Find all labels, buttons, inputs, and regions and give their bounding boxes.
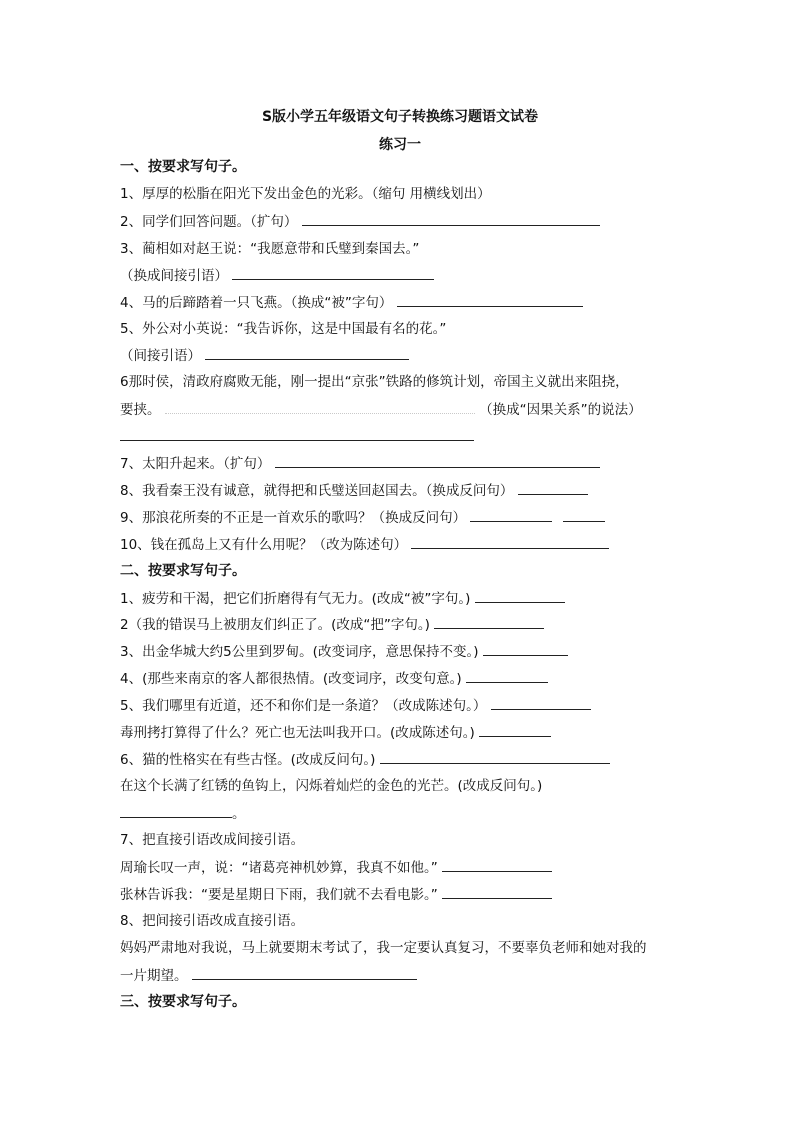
s1-question-9 — [120, 508, 605, 527]
answer-blank[interactable] — [479, 723, 551, 737]
answer-blank[interactable] — [475, 589, 565, 603]
s2-q7a-text: 周瑜长叹一声，说：“诸葛亮神机妙算，我真不如他。” — [120, 860, 438, 876]
s1-q2-text: 2、同学们回答问题。（扩句） — [120, 214, 298, 230]
s2-question-7a — [120, 858, 552, 877]
s2-q6-text: 6、猫的性格实在有些古怪。(改成反问句。) — [120, 752, 376, 768]
s1-question-10 — [120, 535, 609, 554]
s1-question-3 — [120, 240, 419, 258]
s2-q7b-text: 张林告诉我：“要是星期日下雨，我们就不去看电影。” — [120, 887, 438, 903]
page-subtitle: 练习一 — [379, 137, 421, 153]
s1-q7-text: 7、太阳升起来。（扩句） — [120, 456, 271, 472]
s2-q1-text: 1、疲劳和干渴，把它们折磨得有气无力。(改成“被”字句。) — [120, 591, 471, 607]
s1-q3-text: 3、蔺相如对赵王说：“我愿意带和氏璧到秦国去。” — [120, 241, 420, 257]
s2-q8a-text: 妈妈严肃地对我说，马上就要期末考试了，我一定要认真复习，不要辜负老师和她对我的 — [120, 940, 647, 956]
s2-q8b-text: 一片期望。 — [120, 968, 188, 984]
s2-question-8a — [120, 939, 647, 957]
s1-question-6-continued — [120, 400, 680, 419]
s1-question-5-note — [120, 346, 409, 365]
s2-q5b-text: 毒刑拷打算得了什么？死亡也无法叫我开口。(改成陈述句。) — [120, 725, 475, 741]
answer-blank[interactable] — [120, 427, 474, 441]
s2-q4-text: 4、(那些来南京的客人都很热情。(改变词序，改变句意。) — [120, 671, 462, 687]
s2-question-7 — [120, 831, 304, 849]
s2-question-7b — [120, 885, 552, 904]
s2-question-8 — [120, 912, 304, 930]
answer-blank[interactable] — [411, 535, 609, 549]
s2-question-2 — [120, 615, 544, 634]
s2-q6b-text: 在这个长满了红锈的鱼钩上，闪烁着灿烂的金色的光芒。(改成反问句。) — [120, 778, 543, 794]
answer-blank[interactable] — [434, 615, 544, 629]
answer-blank[interactable] — [232, 266, 434, 280]
s2-question-6 — [120, 750, 610, 769]
answer-blank[interactable] — [442, 885, 552, 899]
s1-question-6 — [120, 373, 629, 391]
answer-blank[interactable] — [466, 669, 548, 683]
s1-question-4 — [120, 293, 583, 312]
s2-question-6b-answer — [120, 804, 246, 823]
section-2-heading: 二、按要求写句子。 — [120, 563, 246, 579]
s1-question-5 — [120, 320, 446, 338]
s1-q5-text: 5、外公对小英说：“我告诉你，这是中国最有名的花。” — [120, 321, 447, 337]
s1-q6-note-text: （换成“因果关系”的说法） — [479, 402, 642, 418]
s1-question-3-note — [120, 266, 434, 285]
s2-q6c-text: 。 — [232, 806, 246, 822]
s1-question-8 — [120, 481, 588, 500]
s2-q2-text: 2（我的错误马上被朋友们纠正了。(改成“把”字句。) — [120, 617, 430, 633]
answer-blank[interactable] — [380, 750, 610, 764]
answer-blank-dotted[interactable] — [165, 400, 475, 414]
answer-blank[interactable] — [563, 508, 605, 522]
answer-blank[interactable] — [120, 804, 232, 818]
s1-q6-text-b: 要挟。 — [120, 402, 161, 418]
answer-blank[interactable] — [491, 696, 591, 710]
s2-question-6b — [120, 777, 542, 795]
s2-q3-text: 3、出金华城大约5公里到罗甸。(改变词序，意思保持不变。) — [120, 644, 479, 660]
s1-q3-note-text: （换成间接引语） — [120, 268, 228, 284]
answer-blank[interactable] — [192, 966, 417, 980]
answer-blank[interactable] — [397, 293, 583, 307]
s2-question-5b — [120, 723, 551, 742]
answer-blank[interactable] — [275, 454, 600, 468]
s1-q6-text-a: 6那时侯，清政府腐败无能，刚一提出“京张”铁路的修筑计划，帝国主义就出来阻挠， — [120, 374, 629, 390]
s2-question-1 — [120, 589, 565, 608]
section-3-heading: 三、按要求写句子。 — [120, 994, 246, 1010]
answer-blank[interactable] — [205, 346, 409, 360]
s2-q5-text: 5、我们哪里有近道，还不和你们是一条道？（改成陈述句。） — [120, 698, 487, 714]
s2-question-8b — [120, 966, 417, 985]
s1-q9-text: 9、那浪花所奏的不正是一首欢乐的歌吗？（换成反问句） — [120, 510, 467, 526]
s1-question-1 — [120, 185, 491, 203]
s2-q7-text: 7、把直接引语改成间接引语。 — [120, 832, 305, 848]
answer-blank[interactable] — [483, 642, 568, 656]
s1-question-6-answer — [120, 427, 474, 446]
s1-q5-note-text: （间接引语） — [120, 348, 201, 364]
section-1-heading: 一、按要求写句子。 — [120, 159, 246, 175]
s2-q8-text: 8、把间接引语改成直接引语。 — [120, 913, 305, 929]
s1-q4-text: 4、马的后蹄踏着一只飞燕。（换成“被”字句） — [120, 295, 393, 311]
answer-blank[interactable] — [470, 508, 552, 522]
s2-question-3 — [120, 642, 568, 661]
s1-question-7 — [120, 454, 600, 473]
s1-q8-text: 8、我看秦王没有诚意，就得把和氏璧送回赵国去。（换成反问句） — [120, 483, 514, 499]
s1-q10-text: 10、钱在孤岛上又有什么用呢？（改为陈述句） — [120, 537, 408, 553]
answer-blank[interactable] — [442, 858, 552, 872]
s2-question-5 — [120, 696, 591, 715]
s1-q1-text: 1、厚厚的松脂在阳光下发出金色的光彩。（缩句 用横线划出） — [120, 186, 491, 202]
s2-question-4 — [120, 669, 548, 688]
answer-blank[interactable] — [302, 212, 600, 226]
answer-blank[interactable] — [518, 481, 588, 495]
s1-question-2 — [120, 212, 600, 231]
page-title: S版小学五年级语文句子转换练习题语文试卷 — [261, 109, 539, 125]
